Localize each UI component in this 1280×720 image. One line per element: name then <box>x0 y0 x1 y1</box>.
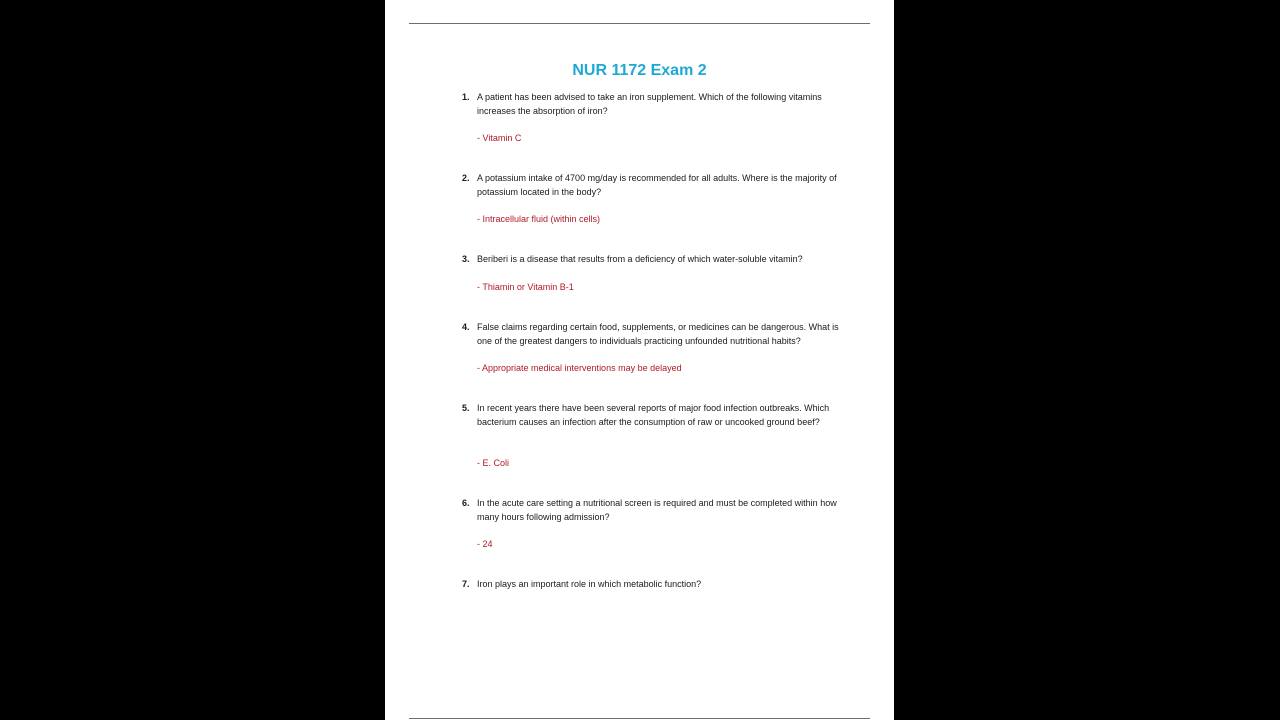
question-number: 7. <box>462 579 470 589</box>
answer-4: - Appropriate medical interventions may be delayed <box>477 363 682 373</box>
question-text: Beriberi is a disease that results from a deficiency of which water-soluble vitamin? <box>477 254 803 264</box>
question-text: False claims regarding certain food, supplements, or medicines can be dangerous. What is one of the greatest dangers to individuals practicing unfounded nutritional habits? <box>477 322 839 346</box>
question-number: 6. <box>462 498 470 508</box>
question-number: 2. <box>462 173 470 183</box>
answer-6: - 24 <box>477 539 493 549</box>
question-number: 1. <box>462 92 470 102</box>
answer-2: - Intracellular fluid (within cells) <box>477 214 601 224</box>
footer-rule <box>409 718 870 719</box>
answer-1: - Vitamin C <box>477 133 522 143</box>
question-number: 5. <box>462 403 470 413</box>
question-text: A potassium intake of 4700 mg/day is recommended for all adults. Where is the majority of potassium located in the body? <box>477 173 837 197</box>
answer-5: - E. Coli <box>477 458 510 468</box>
question-number: 4. <box>462 322 470 332</box>
header-rule <box>409 23 870 24</box>
question-text: A patient has been advised to take an iron supplement. Which of the following vitamins increases the absorption of iron? <box>477 92 822 116</box>
answer-3: - Thiamin or Vitamin B-1 <box>477 282 574 292</box>
question-text: In the acute care setting a nutritional screen is required and must be completed within how many hours following admission? <box>477 498 837 522</box>
question-number: 3. <box>462 254 470 264</box>
question-text: Iron plays an important role in which metabolic function? <box>477 579 702 589</box>
document-page <box>385 0 894 720</box>
question-text: In recent years there have been several reports of major food infection outbreaks. Which bacterium causes an infection after the consumption of raw or uncooked ground beef? <box>477 403 830 427</box>
document-title: NUR 1172 Exam 2 <box>572 62 707 79</box>
